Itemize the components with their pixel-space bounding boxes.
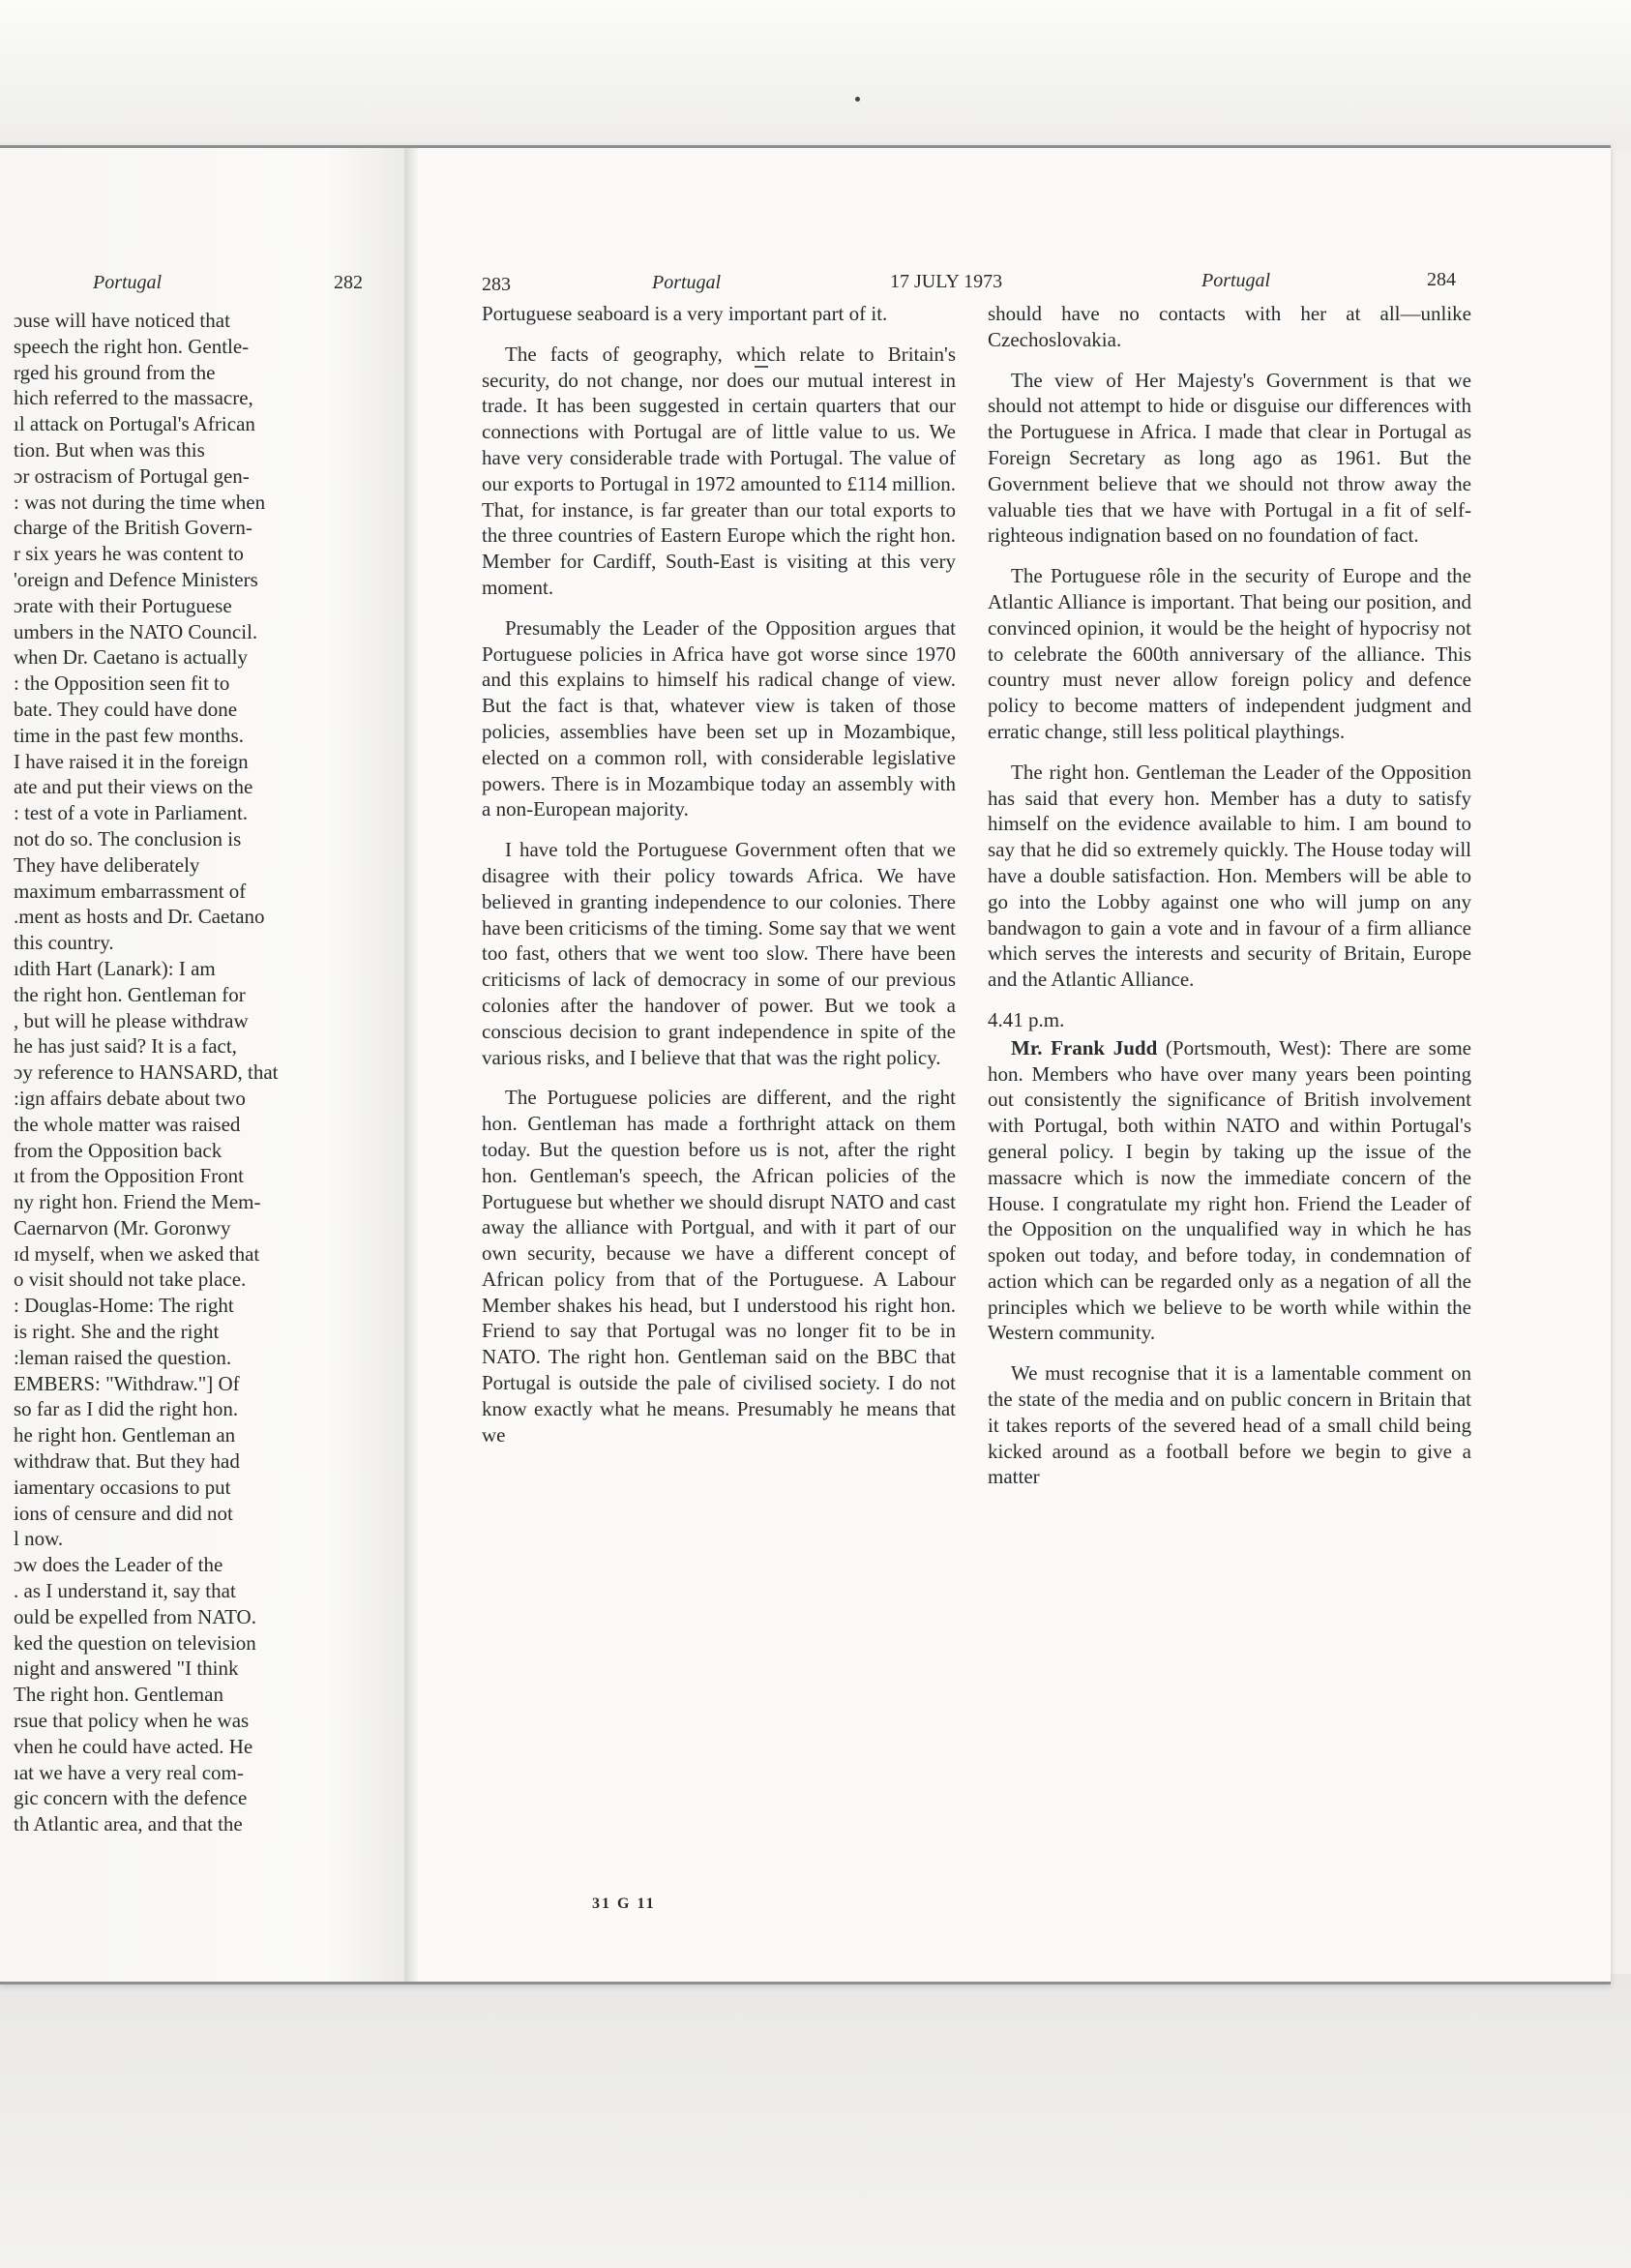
text-line: ıt from the Opposition Front	[14, 1164, 244, 1188]
text-line: is right. She and the right	[14, 1320, 220, 1344]
text-line: th Atlantic area, and that the	[14, 1812, 243, 1836]
paragraph: The view of Her Majesty's Government is that we should not attempt to hide or disguise our differences with the Portuguese in Africa. I made that clear in Portugal as Foreign Secretary as long ago as 1961. But the Government believe that we should not throw away the valuable ties that we have with Portugal in a fit of self-righteous indignation based on no foundation of fact.	[988, 368, 1471, 548]
text-line: They have deliberately	[14, 852, 200, 877]
paragraph: Presumably the Leader of the Opposition argues that Portuguese policies in Africa have got worse since 1970 and this explains to himself his radical change of view. But the fact is that, whatever view is taken of those policies, assemblies have been set up in Mozambique, elected on a common roll, with considerable legislative powers. There is in Mozambique today an assembly with a non-European majority.	[482, 615, 956, 821]
text-line: ɔrate with their Portuguese	[14, 593, 232, 617]
text-line: rged his ground from the	[14, 360, 216, 384]
text-line: o visit should not take place.	[14, 1268, 247, 1292]
mid-page-number: 283	[482, 274, 511, 295]
text-line: ıl attack on Portugal's African	[14, 412, 255, 436]
text-line: from the Opposition back	[14, 1138, 222, 1162]
printer-signature: 31 G 11	[592, 1895, 656, 1912]
text-line: iamentary occasions to put	[14, 1475, 231, 1499]
text-line: maximum embarrassment of	[14, 879, 247, 903]
text-line: : test of a vote in Parliament.	[14, 801, 249, 825]
text-line: : was not during the time when	[14, 490, 266, 514]
text-line: charge of the British Govern-	[14, 516, 252, 540]
text-line: withdraw that. But they had	[14, 1449, 240, 1474]
text-line: Caernarvon (Mr. Goronwy	[14, 1215, 231, 1239]
text-line: rsue that policy when he was	[14, 1709, 250, 1733]
text-line: The right hon. Gentleman	[14, 1683, 223, 1707]
speaker-paragraph	[988, 1035, 1471, 1347]
middle-column	[482, 301, 956, 1462]
text-line: .ment as hosts and Dr. Caetano	[14, 905, 265, 929]
text-line: hich referred to the massacre,	[14, 386, 253, 410]
left-page-number: 282	[334, 272, 363, 293]
text-line: ate and put their views on the	[14, 775, 253, 799]
text-line: he right hon. Gentleman an	[14, 1423, 236, 1447]
text-line: r six years he was content to	[14, 542, 244, 566]
text-line: :leman raised the question.	[14, 1345, 232, 1369]
text-line: night and answered "I think	[14, 1656, 239, 1681]
text-line: when Dr. Caetano is actually	[14, 645, 249, 670]
speaker-name: Mr. Frank Judd	[1011, 1035, 1158, 1059]
text-line: 'oreign and Defence Ministers	[14, 567, 258, 591]
left-running-title: Portugal	[93, 272, 163, 293]
text-line: I have raised it in the foreign	[14, 749, 249, 773]
text-line: bate. They could have done	[14, 697, 238, 721]
book-gutter	[404, 148, 418, 1982]
paragraph: The Portuguese rôle in the security of Europe and the Atlantic Alliance is important. That being our position, and convinced opinion, it would be the height of hypocrisy not to celebrate the 600th anniversary of the alliance. This country must never allow foreign policy and defence policy to become matters of independent judgment and erratic change, still less political playthings.	[988, 564, 1471, 743]
text-line: : Douglas-Home: The right	[14, 1294, 234, 1318]
right-column	[988, 301, 1471, 1505]
paragraph: Portuguese seaboard is a very important part of it.	[482, 302, 888, 325]
text-line: EMBERS: "Withdraw."] Of	[14, 1371, 240, 1395]
book-spread	[0, 145, 1611, 1984]
text-line: . as I understand it, say that	[14, 1579, 236, 1603]
text-line: time in the past few months.	[14, 723, 244, 747]
text-line: not do so. The conclusion is	[14, 826, 242, 850]
text-line: ions of censure and did not	[14, 1501, 233, 1525]
left-column	[14, 308, 373, 1837]
scan-background-bottom	[0, 1974, 1631, 2268]
text-line: this country.	[14, 931, 114, 955]
text-line: the whole matter was raised	[14, 1112, 241, 1136]
text-line: ɪd myself, when we asked that	[14, 1241, 260, 1266]
text-line: :ign affairs debate about two	[14, 1086, 246, 1110]
paragraph: should have no contacts with her at all—unlike Czechoslovakia.	[988, 302, 1471, 351]
text-line: : the Opposition seen fit to	[14, 671, 230, 696]
paragraph: The right hon. Gentleman the Leader of the Opposition has said that every hon. Member has a duty to satisfy himself on the evidence available to him. I am bound to say that he did so extremely quickly. The House today will have a double satisfaction. Hon. Members will be able to go into the Lobby against one who will jump on any bandwagon to gain a vote and in favour of a firm alliance which serves the interests and security of Britain, Europe and the Atlantic Alliance.	[988, 760, 1471, 992]
text-line: ny right hon. Friend the Mem-	[14, 1190, 261, 1214]
date-header: 17 JULY 1973	[890, 271, 1003, 292]
text-line: tion. But when was this	[14, 437, 205, 462]
text-line: ould be expelled from NATO.	[14, 1604, 256, 1628]
text-line: vhen he could have acted. He	[14, 1734, 253, 1758]
text-line: gic concern with the defence	[14, 1786, 248, 1810]
text-line: so far as I did the right hon.	[14, 1397, 239, 1421]
speech-text: There are some hon. Members who have over many years been pointing out consistently the significance of British involvement with Portugal, both within NATO and within Portugal's general policy. I begin by taking up the issue of the massacre which is now the immediate concern of the House. I congratulate my right hon. Friend the Leader of the Opposition on the unqualified way in which he has spoken out today, and before today, in condemnation of action which can be regarded only as a negation of all the principles which we believe to be worth while within the Western community.	[988, 1035, 1471, 1345]
scan-background-top	[0, 0, 1631, 150]
text-line: he has just said? It is a fact,	[14, 1034, 237, 1059]
paragraph: I have told the Portuguese Government often that we disagree with their policy towards Africa. We have believed in granting independence to our colonies. There have been criticisms of the timing. Some say that we went too fast, others that we went too slow. There have been criticisms of lack of democracy in some of our previous colonies after the handover of power. But we took a conscious decision to grant independence in spite of the various risks, and I believe that that was the right policy.	[482, 838, 956, 1069]
text-line: ɔw does the Leader of the	[14, 1553, 223, 1577]
text-line: , but will he please withdraw	[14, 1008, 249, 1032]
text-line: l now.	[14, 1527, 64, 1551]
text-line: the right hon. Gentleman for	[14, 982, 246, 1006]
text-line: ıat we have a very real com-	[14, 1760, 244, 1784]
text-line: ɔuse will have noticed that	[14, 309, 230, 332]
text-line: umbers in the NATO Council.	[14, 619, 258, 643]
text-line: speech the right hon. Gentle-	[14, 334, 250, 358]
time-stamp: 4.41 p.m.	[988, 1007, 1065, 1031]
right-running-title: Portugal	[1201, 270, 1271, 291]
paragraph: The facts of geography, which relate to Britain's security, do not change, nor does our mutual interest in trade. It has been suggested in certain quarters that our connections with Portugal are of little value to us. We have very considerable trade with Portugal. The value of our exports to Portugal in 1972 amounted to £114 million. That, for instance, is far greater than our total exports to the three countries of Eastern Europe which the right hon. Member for Cardiff, South-East is visiting at this very moment.	[482, 342, 956, 599]
right-page-number: 284	[1427, 269, 1456, 290]
text-line: ıdith Hart (Lanark): I am	[14, 956, 216, 980]
paragraph: We must recognise that it is a lamentable comment on the state of the media and on public concern in Britain that it takes reports of the severed head of a small child being kicked around as a football before we begin to give a matter	[988, 1361, 1471, 1489]
paragraph: The Portuguese policies are different, and the right hon. Gentleman has made a forthright attack on them today. But the question before us is not, after the right hon. Gentleman's speech, the African policies of the Portuguese but whether we should disrupt NATO and cast away the alliance with Portgual, and with it part of our own security, because we have a different concept of African policy from that of the Portuguese. A Labour Member shakes his head, but I understood his right hon. Friend to say that Portugal was no longer fit to be in NATO. The right hon. Gentleman said on the BBC that Portugal is outside the pale of civilised society. I do not know exactly what he means. Presumably he means that we	[482, 1086, 956, 1447]
text-line: ked the question on television	[14, 1630, 256, 1655]
mid-running-title: Portugal	[652, 272, 722, 293]
scan-speck	[855, 97, 860, 102]
text-line: ɔy reference to HANSARD, that	[14, 1060, 279, 1085]
text-line: ɔr ostracism of Portugal gen-	[14, 463, 250, 488]
speaker-constituency: (Portsmouth, West):	[1157, 1035, 1332, 1059]
